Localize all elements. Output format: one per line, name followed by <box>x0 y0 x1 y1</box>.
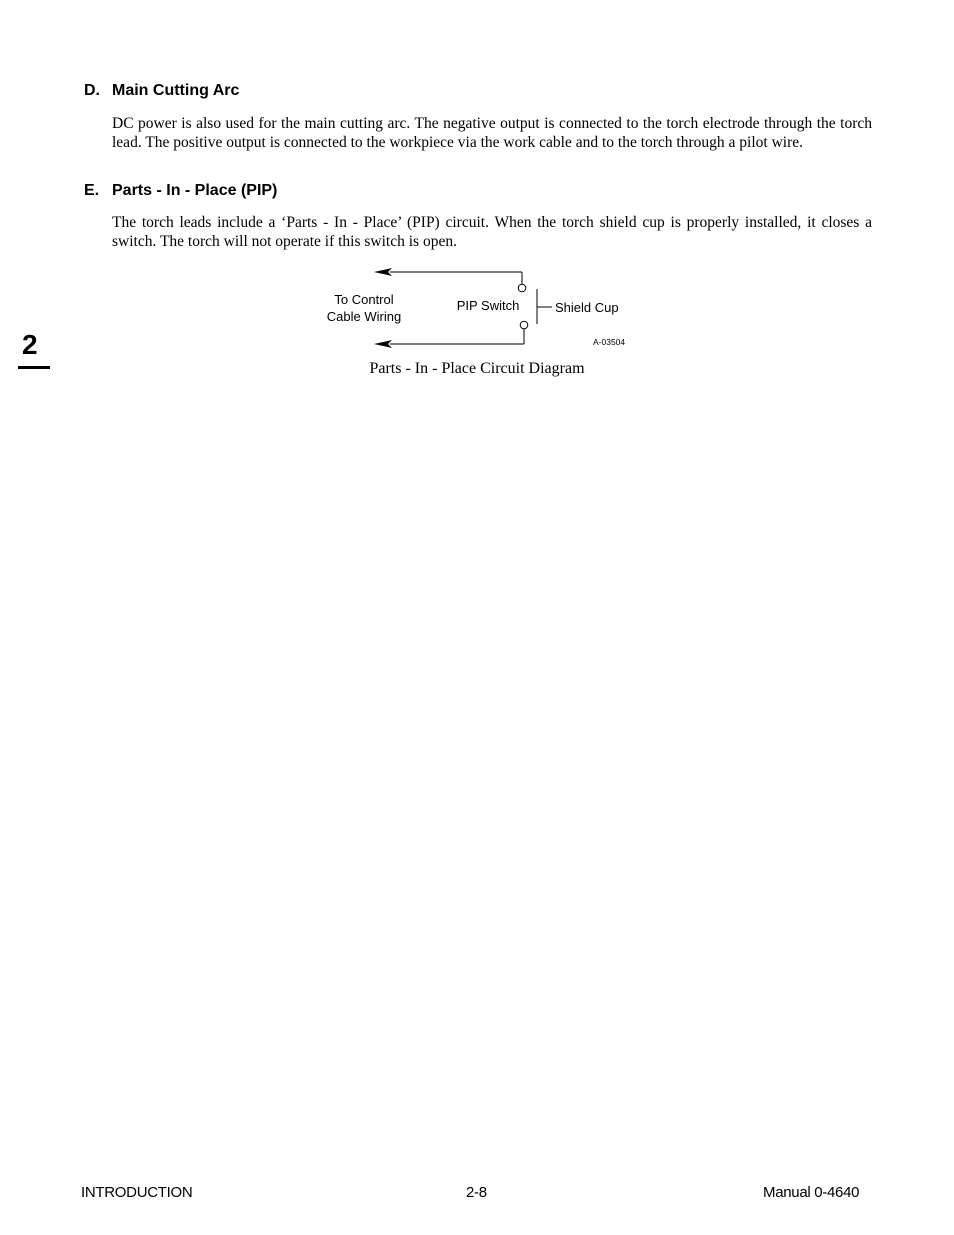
switch-contact-bottom <box>520 321 528 329</box>
bottom-lead-wire <box>390 329 524 344</box>
section-d-letter: D. <box>84 82 100 99</box>
section-e-heading <box>84 182 277 200</box>
figure-id: A-03504 <box>593 337 626 347</box>
label-to-control: To Control <box>334 292 394 307</box>
section-e-title: Parts - In - Place (PIP) <box>112 182 278 199</box>
switch-contact-top <box>518 284 526 292</box>
top-lead-wire <box>390 272 522 284</box>
label-shield-cup: Shield Cup <box>555 300 619 315</box>
label-pip-switch: PIP Switch <box>456 298 520 313</box>
section-e-letter: E. <box>84 182 100 199</box>
shield-cup-bracket <box>537 289 552 324</box>
section-d-heading <box>84 82 239 100</box>
section-d-body: DC power is also used for the main cutting arc. The negative output is connected to the torch electrode through the torch lead. The positive output is connected to the workpiece via the work cable and to the torch through a pilot wire. <box>112 115 872 151</box>
diagram-caption: Parts - In - Place Circuit Diagram <box>369 360 585 377</box>
footer-section-name: INTRODUCTION <box>81 1184 193 1201</box>
label-cable-wiring: Cable Wiring <box>326 309 402 324</box>
section-e-body: The torch leads include a ‘Parts - In - Place’ (PIP) circuit. When the torch shield cup is properly installed, it closes a switch. The torch will not operate if this switch is open. <box>112 214 872 250</box>
top-lead-arrow-icon <box>374 268 392 276</box>
chapter-underline <box>18 366 50 369</box>
chapter-number: 2 <box>22 329 38 360</box>
section-d-title: Main Cutting Arc <box>112 82 240 99</box>
bottom-lead-arrow-icon <box>374 340 392 348</box>
footer-manual-number: Manual 0-4640 <box>763 1184 860 1201</box>
pip-circuit-diagram <box>300 258 660 358</box>
footer-page-number: 2-8 <box>466 1184 487 1201</box>
